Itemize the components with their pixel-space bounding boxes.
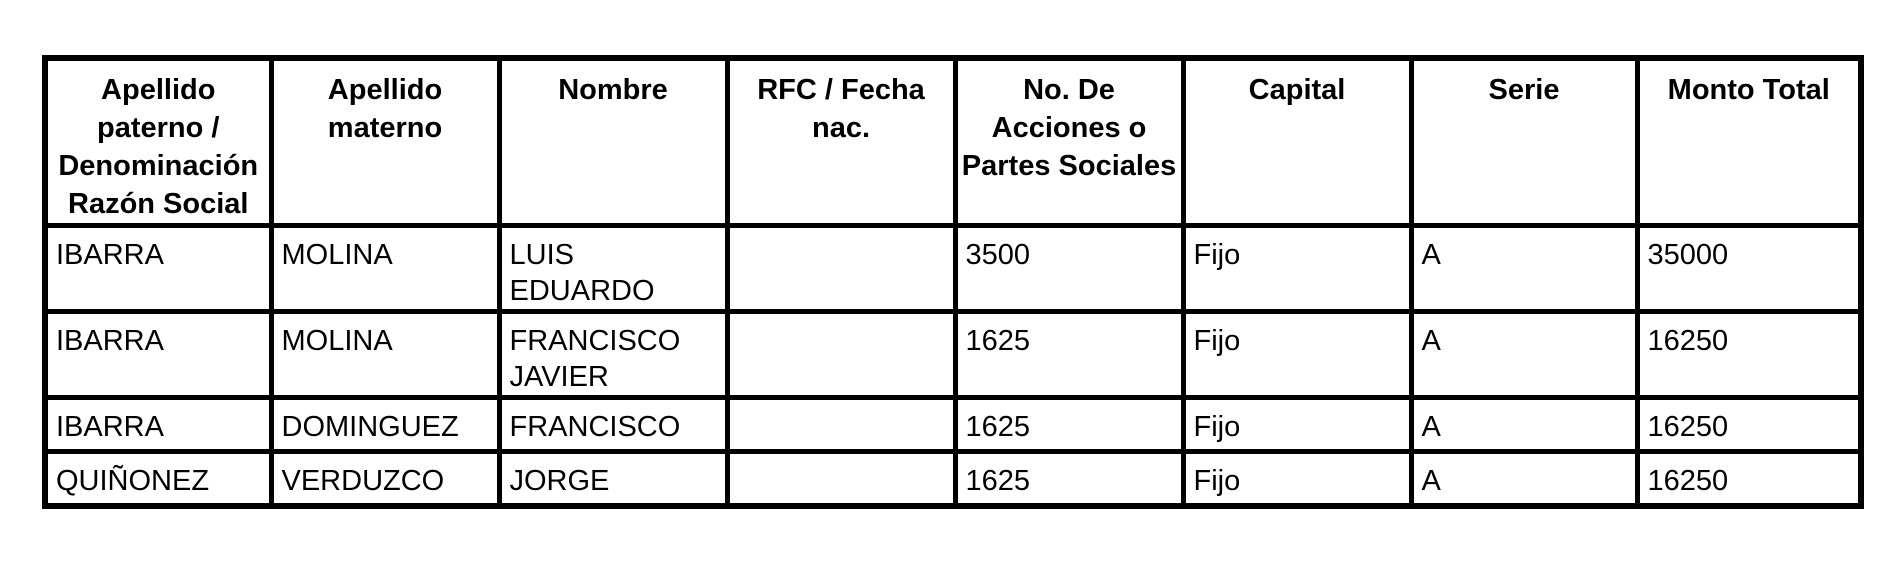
shareholders-table-container: [42, 55, 1858, 509]
header-nombre: Nombre: [499, 58, 727, 226]
cell-nombre: FRANCISCO JAVIER: [499, 312, 727, 398]
cell-serie: A: [1411, 452, 1637, 506]
cell-nombre: LUIS EDUARDO: [499, 226, 727, 312]
cell-apellido-materno: MOLINA: [271, 312, 499, 398]
cell-acciones: 1625: [955, 398, 1183, 452]
shareholders-table: [42, 55, 1864, 509]
cell-serie: A: [1411, 398, 1637, 452]
header-apellido-materno: Apellido materno: [271, 58, 499, 226]
cell-serie: A: [1411, 312, 1637, 398]
cell-acciones: 3500: [955, 226, 1183, 312]
header-apellido-paterno: Apellido paterno / Denominación Razón Social: [45, 58, 271, 226]
cell-apellido-materno: VERDUZCO: [271, 452, 499, 506]
cell-rfc: [727, 452, 955, 506]
header-capital: Capital: [1183, 58, 1411, 226]
cell-serie: A: [1411, 226, 1637, 312]
cell-capital: Fijo: [1183, 452, 1411, 506]
header-acciones: No. De Acciones o Partes Sociales: [955, 58, 1183, 226]
cell-monto-total: 35000: [1637, 226, 1861, 312]
table-row: [45, 398, 1861, 452]
header-rfc: RFC / Fecha nac.: [727, 58, 955, 226]
cell-capital: Fijo: [1183, 312, 1411, 398]
cell-nombre: JORGE: [499, 452, 727, 506]
cell-monto-total: 16250: [1637, 398, 1861, 452]
cell-apellido-paterno: IBARRA: [45, 226, 271, 312]
header-row: [45, 58, 1861, 226]
cell-apellido-materno: DOMINGUEZ: [271, 398, 499, 452]
cell-rfc: [727, 312, 955, 398]
cell-capital: Fijo: [1183, 226, 1411, 312]
cell-apellido-paterno: IBARRA: [45, 398, 271, 452]
cell-rfc: [727, 398, 955, 452]
cell-nombre: FRANCISCO: [499, 398, 727, 452]
table-row: [45, 312, 1861, 398]
cell-monto-total: 16250: [1637, 452, 1861, 506]
table-row: [45, 452, 1861, 506]
cell-apellido-paterno: QUIÑONEZ: [45, 452, 271, 506]
cell-acciones: 1625: [955, 452, 1183, 506]
cell-rfc: [727, 226, 955, 312]
cell-monto-total: 16250: [1637, 312, 1861, 398]
cell-apellido-paterno: IBARRA: [45, 312, 271, 398]
cell-capital: Fijo: [1183, 398, 1411, 452]
header-monto-total: Monto Total: [1637, 58, 1861, 226]
cell-acciones: 1625: [955, 312, 1183, 398]
cell-apellido-materno: MOLINA: [271, 226, 499, 312]
header-serie: Serie: [1411, 58, 1637, 226]
table-row: [45, 226, 1861, 312]
